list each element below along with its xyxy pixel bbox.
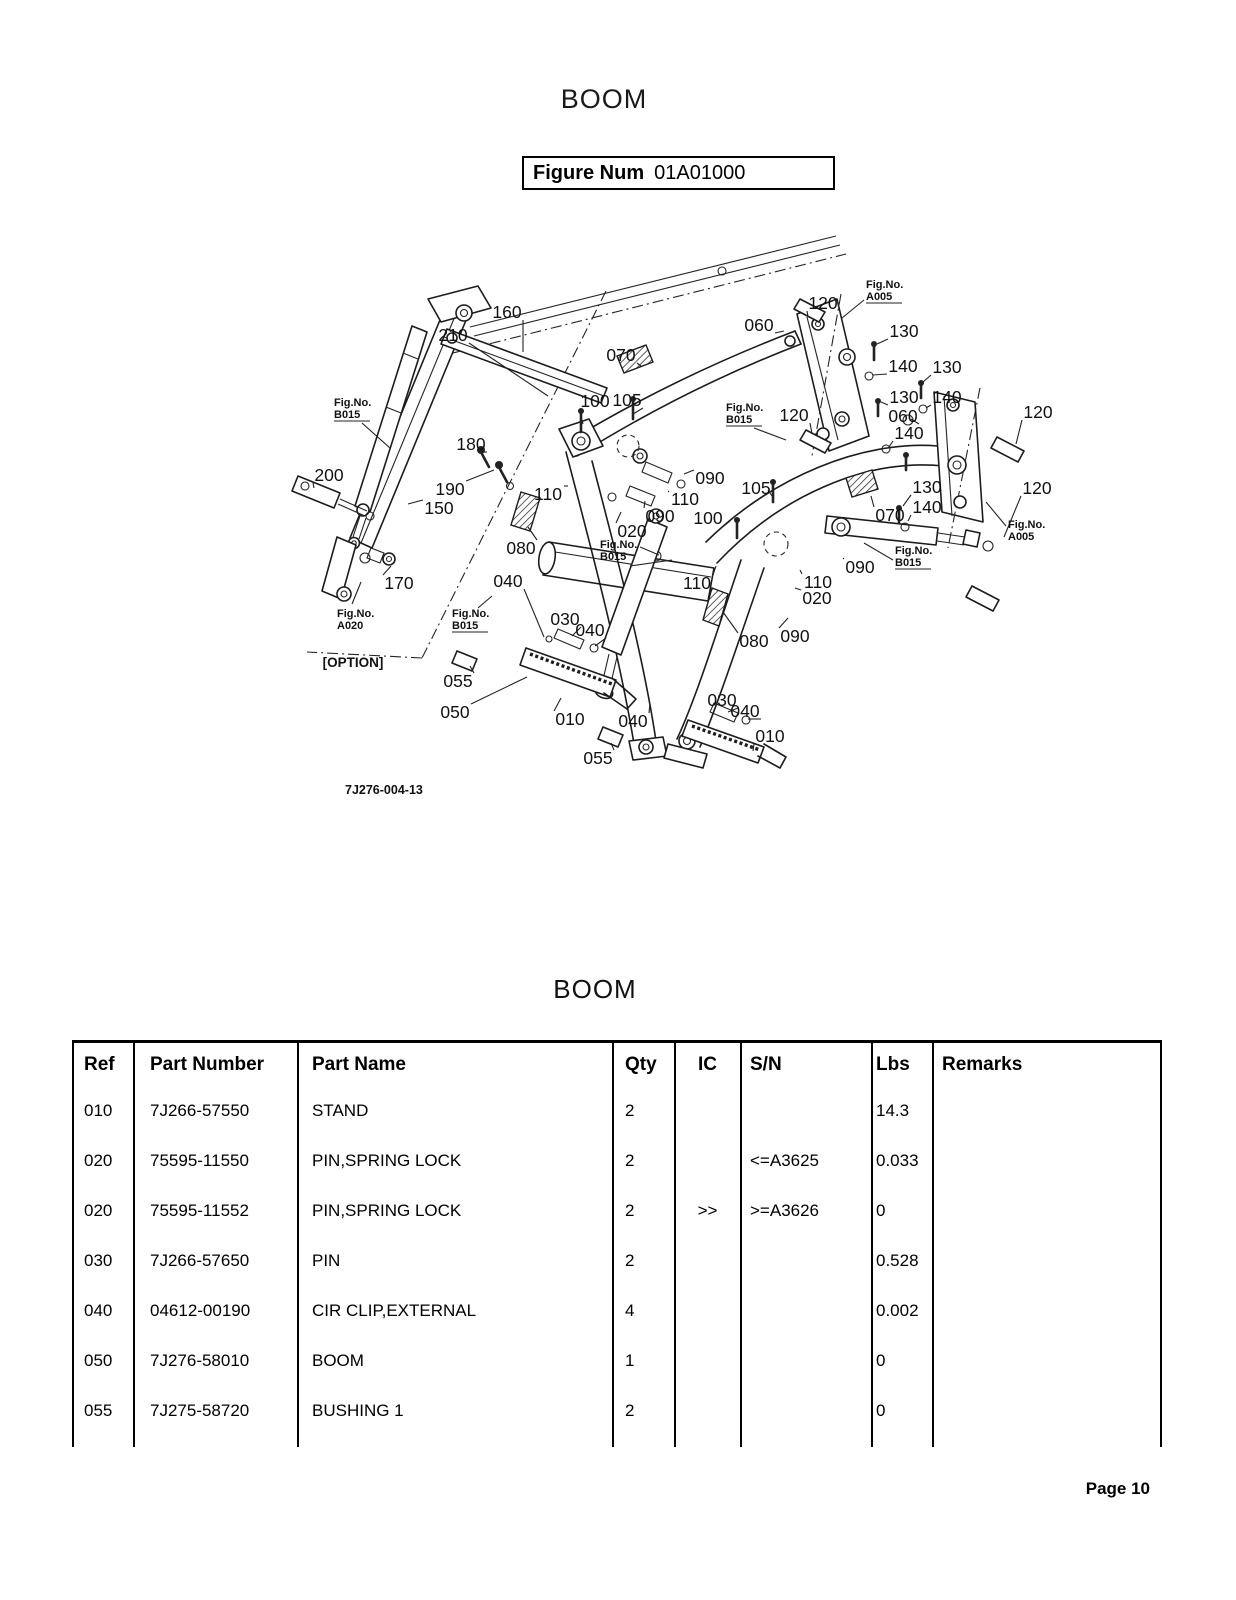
table-cell <box>933 1436 1161 1447</box>
table-cell <box>933 1336 1161 1386</box>
callout-leader <box>408 500 423 504</box>
callout-label: 140 <box>894 423 924 443</box>
table-cell <box>741 1286 872 1336</box>
table-cell: 7J276-58010 <box>134 1336 298 1386</box>
callout-leader <box>723 612 738 633</box>
column-header-ref: Ref <box>84 1053 115 1075</box>
callout-label: 120 <box>1022 478 1052 498</box>
table-cell <box>933 1386 1161 1436</box>
callout-leader <box>524 589 544 637</box>
table-cell <box>298 1436 613 1447</box>
table-cell <box>933 1086 1161 1136</box>
callout-label: 055 <box>583 748 613 768</box>
figref-label: Fig.No. <box>600 539 638 551</box>
callout-label: 020 <box>802 588 832 608</box>
figref-label: B015 <box>334 409 361 421</box>
table-cell: 1 <box>613 1336 675 1386</box>
column-header-qty: Qty <box>613 1042 675 1087</box>
table-cell <box>933 1186 1161 1236</box>
table-row <box>73 1386 1161 1436</box>
callout-leader <box>795 588 801 590</box>
column-header-lbs: Lbs <box>872 1042 933 1087</box>
table-cell <box>933 1286 1161 1336</box>
table-cell: >=A3626 <box>741 1186 872 1236</box>
callout-label: 030 <box>550 609 580 629</box>
table-cell: <=A3625 <box>741 1136 872 1186</box>
callout-label: 050 <box>440 702 470 722</box>
table-cell: >> <box>675 1186 741 1236</box>
table-cell <box>933 1136 1161 1186</box>
table-cell <box>741 1086 872 1136</box>
callout-leader <box>1016 420 1022 444</box>
figure-number-value: 01A01000 <box>654 161 746 184</box>
callout-leader <box>881 402 888 405</box>
callout-label: 110 <box>804 572 832 592</box>
table-cell: 04612-00190 <box>134 1286 298 1336</box>
parts-table <box>72 1040 1162 1447</box>
figref-label: A005 <box>1008 531 1035 543</box>
figref-label: Fig.No. <box>866 279 904 291</box>
table-cell: 055 <box>84 1401 113 1420</box>
callout-label: 180 <box>456 434 486 454</box>
callout-leader <box>873 374 887 375</box>
table-cell <box>741 1336 872 1386</box>
callout-label: 040 <box>493 571 523 591</box>
callout-label: 105 <box>741 478 771 498</box>
table-cell: 2 <box>613 1086 675 1136</box>
table-cell <box>675 1386 741 1436</box>
figref-leader <box>352 582 361 604</box>
callout-label: 130 <box>889 387 919 407</box>
page-number: Page 10 <box>1085 1479 1150 1498</box>
figure-number-label: Figure Num <box>533 161 645 184</box>
callout-label: 120 <box>779 405 809 425</box>
table-cell: 4 <box>613 1286 675 1336</box>
option-label: [OPTION] <box>322 655 384 670</box>
table-cell: 050 <box>84 1351 113 1370</box>
table-title: BOOM <box>553 974 637 1004</box>
table-cell <box>613 1436 675 1447</box>
callout-label: 080 <box>506 538 536 558</box>
callout-label: 090 <box>695 468 725 488</box>
table-cell <box>741 1236 872 1286</box>
column-header-s-n: S/N <box>741 1042 872 1087</box>
table-cell: 0.002 <box>872 1286 933 1336</box>
callout-label: 110 <box>671 489 699 509</box>
table-cell: 020 <box>84 1151 113 1170</box>
column-header-part-number: Part Number <box>134 1042 298 1087</box>
table-cell: 2 <box>613 1386 675 1436</box>
callout-leader <box>684 470 694 474</box>
table-cell: CIR CLIP,EXTERNAL <box>298 1286 613 1336</box>
callout-label: 060 <box>744 315 774 335</box>
table-cell <box>675 1436 741 1447</box>
parts-table-wrap <box>72 1040 1162 1447</box>
callout-label: 190 <box>435 479 465 499</box>
callout-label: 130 <box>889 321 919 341</box>
table-cell <box>134 1436 298 1447</box>
callout-label: 070 <box>875 505 905 525</box>
table-cell: 0 <box>872 1336 933 1386</box>
figref-label: Fig.No. <box>337 608 375 620</box>
callout-label: 160 <box>492 302 522 322</box>
callout-leader <box>908 515 911 521</box>
table-cell <box>872 1436 933 1447</box>
table-row <box>73 1286 1161 1336</box>
callout-label: 140 <box>888 356 918 376</box>
figref-label: B015 <box>600 551 627 563</box>
table-cell: 0.528 <box>872 1236 933 1286</box>
table-header-row <box>73 1042 1161 1087</box>
table-cell: PIN,SPRING LOCK <box>298 1186 613 1236</box>
callout-label: 210 <box>438 325 468 345</box>
table-cell: 75595-11552 <box>134 1186 298 1236</box>
table-cell: 0 <box>872 1386 933 1436</box>
table-cell <box>675 1086 741 1136</box>
table-cell <box>675 1286 741 1336</box>
table-cell <box>675 1336 741 1386</box>
table-cell: 7J266-57550 <box>134 1086 298 1136</box>
figref-leader <box>478 596 492 608</box>
table-cell <box>675 1236 741 1286</box>
callout-label: 100 <box>580 391 610 411</box>
column-header-part-name: Part Name <box>298 1042 613 1087</box>
table-cell: 0 <box>872 1186 933 1236</box>
figref-label: B015 <box>895 557 922 569</box>
table-cell: STAND <box>298 1086 613 1136</box>
callout-leader <box>923 375 931 382</box>
callout-label: 110 <box>534 484 562 504</box>
callout-label: 120 <box>1023 402 1053 422</box>
table-cell <box>73 1436 134 1447</box>
callout-label: 100 <box>693 508 723 528</box>
callout-label: 080 <box>739 631 769 651</box>
callout-label: 110 <box>683 573 711 593</box>
table-row <box>73 1186 1161 1236</box>
callout-leader <box>724 521 730 526</box>
figref-label: Fig.No. <box>895 545 933 557</box>
callout-label: 150 <box>424 498 454 518</box>
callout-label: 010 <box>755 726 785 746</box>
callout-label: 040 <box>618 711 648 731</box>
callout-label: 200 <box>314 465 344 485</box>
callout-label: 010 <box>555 709 585 729</box>
table-row <box>73 1336 1161 1386</box>
drawing-number: 7J276-004-13 <box>345 783 423 797</box>
callout-label: 130 <box>912 477 942 497</box>
page-title: BOOM <box>560 84 648 114</box>
figref-label: B015 <box>452 620 479 632</box>
callout-leader <box>775 331 784 333</box>
figref-label: Fig.No. <box>452 608 490 620</box>
table-row <box>73 1136 1161 1186</box>
callout-leader <box>668 491 669 492</box>
callout-leader <box>800 570 802 574</box>
figref-label: Fig.No. <box>334 397 372 409</box>
callout-label: 120 <box>808 293 838 313</box>
figref-label: B015 <box>726 414 753 426</box>
callout-label: 070 <box>606 345 636 365</box>
callout-label: 040 <box>575 620 605 640</box>
callout-label: 055 <box>443 671 473 691</box>
table-cell: 2 <box>613 1186 675 1236</box>
callout-leader <box>471 677 527 704</box>
callout-leader <box>843 558 844 559</box>
figref-label: Fig.No. <box>726 402 764 414</box>
callout-label: 105 <box>612 390 642 410</box>
column-header-remarks: Remarks <box>933 1042 1161 1087</box>
table-cell: PIN <box>298 1236 613 1286</box>
table-cell <box>933 1236 1161 1286</box>
table-cell: BUSHING 1 <box>298 1386 613 1436</box>
callout-label: 060 <box>888 406 918 426</box>
figref-label: A020 <box>337 620 364 632</box>
table-cell: 7J266-57650 <box>134 1236 298 1286</box>
figref-leader <box>986 502 1006 526</box>
callout-label: 020 <box>617 521 647 541</box>
table-cell: BOOM <box>298 1336 613 1386</box>
callout-label: 140 <box>932 387 962 407</box>
figref-label: A005 <box>866 291 893 303</box>
table-row <box>73 1086 1161 1136</box>
callout-label: 040 <box>730 701 760 721</box>
table-cell: PIN,SPRING LOCK <box>298 1136 613 1186</box>
column-header-ic: IC <box>675 1042 741 1087</box>
callout-label: 140 <box>912 497 942 517</box>
table-cell: 010 <box>84 1101 113 1120</box>
table-row <box>73 1236 1161 1286</box>
table-cell <box>741 1386 872 1436</box>
figref-leader <box>754 428 786 440</box>
table-cell: 0.033 <box>872 1136 933 1186</box>
callout-leader <box>466 470 494 481</box>
figref-leader <box>842 300 864 318</box>
table-cell: 14.3 <box>872 1086 933 1136</box>
table-cell: 030 <box>84 1251 113 1270</box>
table-cell: 040 <box>84 1301 113 1320</box>
table-cell <box>675 1136 741 1186</box>
callout-leader <box>877 339 888 344</box>
callout-leader <box>871 496 874 507</box>
table-cell: 2 <box>613 1236 675 1286</box>
callout-label: 090 <box>780 626 810 646</box>
callout-label: 090 <box>645 506 675 526</box>
figref-label: Fig.No. <box>1008 519 1046 531</box>
table-cell: 75595-11550 <box>134 1136 298 1186</box>
table-cell: 020 <box>84 1201 113 1220</box>
table-cell: 7J275-58720 <box>134 1386 298 1436</box>
table-cell: 2 <box>613 1136 675 1186</box>
table-row-cutoff <box>73 1436 1161 1447</box>
callout-label: 170 <box>384 573 414 593</box>
callout-label: 130 <box>932 357 962 377</box>
table-cell <box>741 1436 872 1447</box>
callout-leader <box>889 441 893 447</box>
callout-label: 030 <box>707 690 737 710</box>
callout-label: 090 <box>845 557 875 577</box>
